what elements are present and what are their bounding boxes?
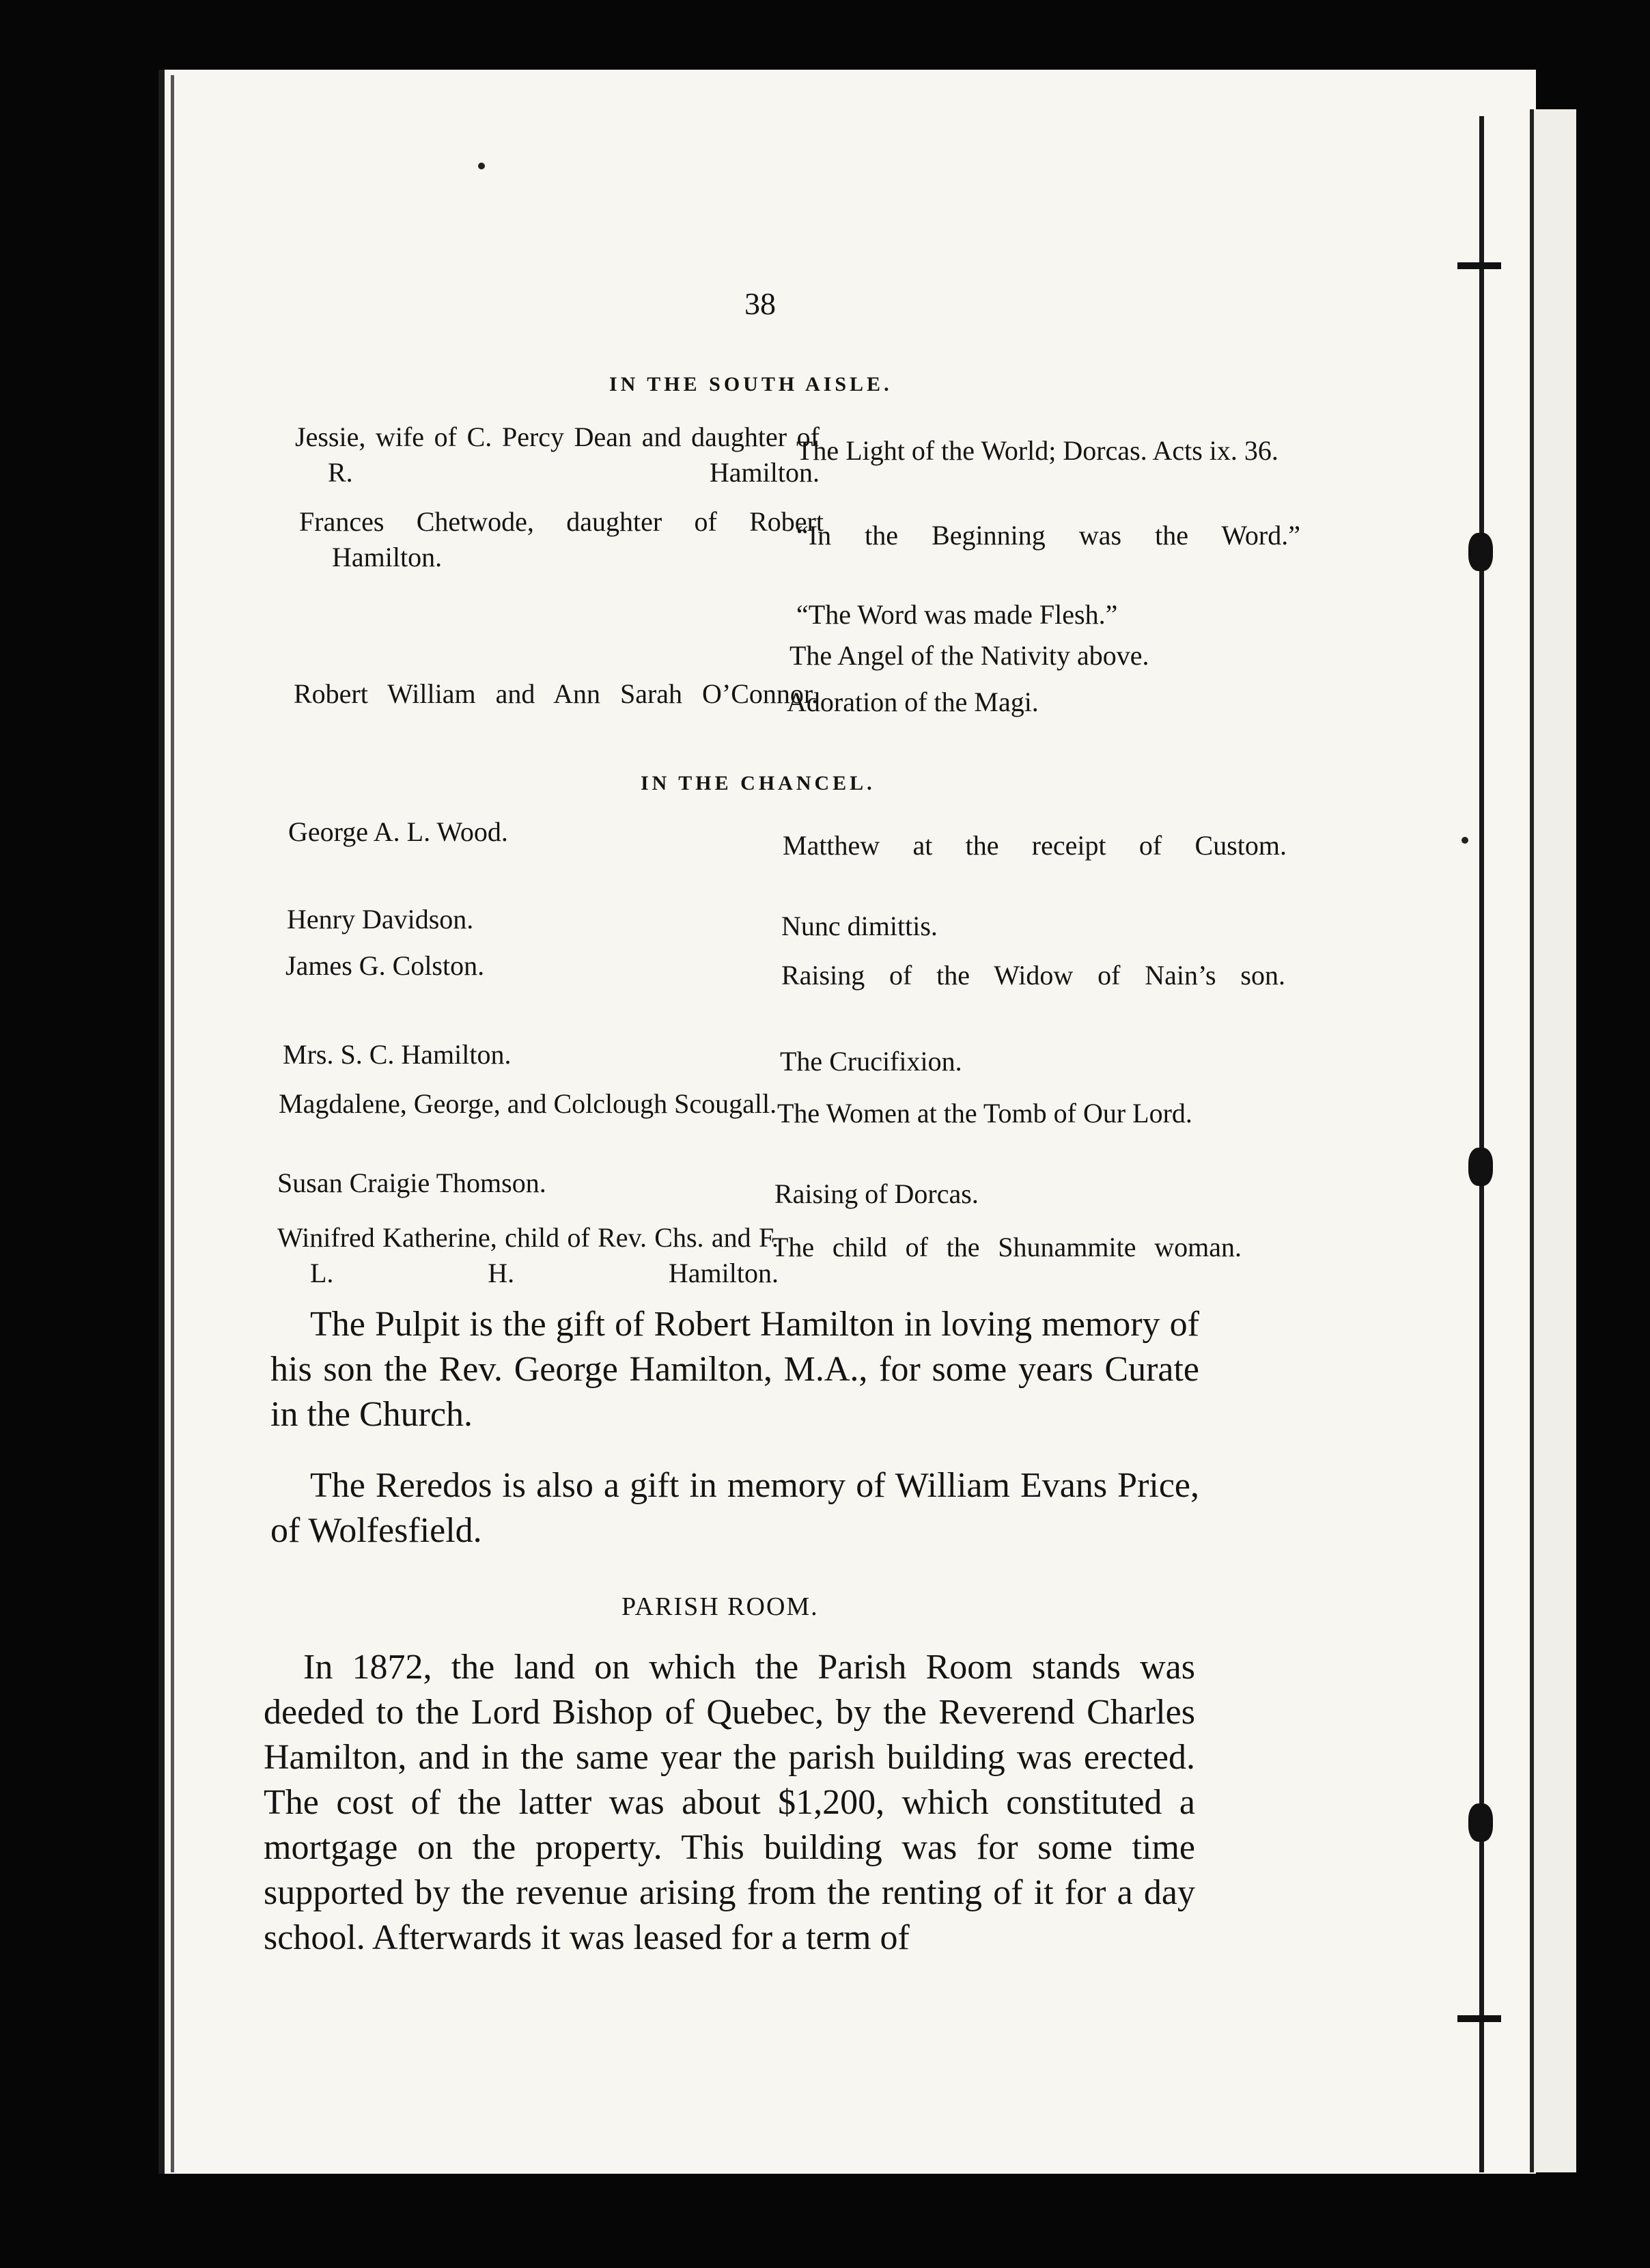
donor-entry: Winifred Katherine, child of Rev. Chs. and F. L. H. Hamilton. <box>277 1222 779 1288</box>
binding-mark <box>1457 262 1501 269</box>
window-subject: Nunc dimittis. <box>781 911 938 941</box>
window-subject: The Women at the Tomb of Our Lord. <box>777 1098 1192 1129</box>
donor-entry: James G. Colston. <box>285 950 485 981</box>
binding-line <box>1479 116 1484 2172</box>
window-subject: “In the Beginning was the Word.” <box>796 520 1300 551</box>
donor-entry: Mrs. S. C. Hamilton. <box>283 1039 512 1070</box>
window-subject: The Angel of the Nativity above. <box>789 640 1149 671</box>
window-subject: The Crucifixion. <box>780 1046 962 1077</box>
reredos-paragraph <box>270 1463 1199 1553</box>
binding-mark <box>1457 2015 1501 2022</box>
window-subject: Adoration of the Magi. <box>787 687 1039 717</box>
binding-clip <box>1468 533 1493 571</box>
section-heading-chancel: IN THE CHANCEL. <box>641 772 876 794</box>
donor-entry: George A. L. Wood. <box>288 816 508 847</box>
facing-page-edge <box>1530 109 1576 2172</box>
donor-entry: Frances Chetwode, daughter of Robert Hamilton. <box>299 506 824 572</box>
pulpit-paragraph <box>270 1302 1199 1437</box>
donor-entry: Robert William and Ann Sarah O’Connor. <box>294 678 818 709</box>
donor-entry: Jessie, wife of C. Percy Dean and daughter of R. Hamilton. <box>295 421 820 488</box>
page-number: 38 <box>744 286 776 321</box>
parish-room-text: In 1872, the land on which the Parish Room stands was deeded to the Lord Bishop of Quebec, by the Reverend Charles Hamilton, and in the same year the parish building was erected. The cost of the latter was about $1,200, which constituted a mortgage on the property. This building was for some time supported by the revenue arising from the renting of it for a day school. Afterwards it was leased for a term of <box>264 1648 1195 1957</box>
binding-clip <box>1468 1148 1493 1186</box>
window-subject: “The Word was made Flesh.” <box>796 599 1118 630</box>
reredos-text: The Reredos is also a gift in memory of William Evans Price, of Wolfesfield. <box>270 1466 1199 1550</box>
window-subject: The Light of the World; Dorcas. Acts ix. 36. <box>796 435 1278 466</box>
window-subject: Matthew at the receipt of Custom. <box>783 830 1287 861</box>
donor-entry: Susan Craigie Thomson. <box>277 1167 546 1198</box>
donor-entry: Magdalene, George, and Colclough Scougall. <box>279 1088 777 1119</box>
window-subject: The child of the Shunammite woman. <box>772 1232 1242 1262</box>
parish-room-paragraph <box>264 1645 1195 1961</box>
binding-clip <box>1468 1803 1493 1842</box>
section-heading-south-aisle: IN THE SOUTH AISLE. <box>609 373 893 396</box>
page-edge-rule <box>171 75 174 2172</box>
speck <box>478 163 485 169</box>
pulpit-text: The Pulpit is the gift of Robert Hamilton in loving memory of his son the Rev. George Hamilton, M.A., for some years Curate in the Church. <box>270 1305 1199 1434</box>
donor-entry: Henry Davidson. <box>287 904 474 935</box>
window-subject: Raising of Dorcas. <box>774 1178 979 1209</box>
speck <box>1462 837 1468 844</box>
window-subject: Raising of the Widow of Nain’s son. <box>781 960 1285 991</box>
section-heading-parish-room: PARISH ROOM. <box>621 1592 819 1621</box>
